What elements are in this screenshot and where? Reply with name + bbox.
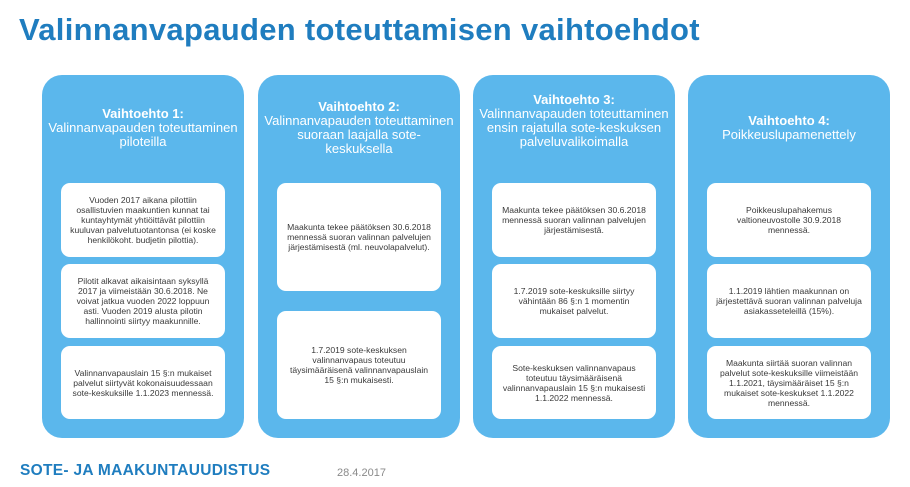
option-column-1 bbox=[42, 75, 244, 438]
option-card: Valinnanvapauslain 15 §:n mukaiset palvelut siirtyvät kokonaisuudessaan sote-keskuksille 1.1.2023 mennessä. bbox=[61, 346, 225, 419]
option-card: Pilotit alkavat aikaisintaan syksyllä 2017 ja viimeistään 30.6.2018. Ne voivat jatkua vuoden 2022 loppuun asti. Vuoden 2019 alusta pilotin hallinnointi siirtyy maakunnille. bbox=[61, 264, 225, 338]
option-card: Sote-keskuksen valinnanvapaus toteutuu täysimääräisenä valinnanvapauslain 15 §:n mukaisesti 1.1.2022 mennessä. bbox=[492, 346, 656, 419]
option-header-2 bbox=[264, 100, 454, 156]
option-subtitle: Valinnanvapauden toteuttaminen piloteilla bbox=[48, 120, 238, 149]
page-title: Valinnanvapauden toteuttamisen vaihtoehdot bbox=[19, 12, 700, 47]
option-header-3 bbox=[479, 93, 669, 149]
option-card: Maakunta siirtää suoran valinnan palvelut sote-keskuksille viimeistään 1.1.2021, täysimääräiset 15 §:n mukaiset sote-keskukset 1.1.2022 mennessä. bbox=[707, 346, 871, 419]
option-card: Vuoden 2017 aikana pilottiin osallistuvien maakuntien kunnat tai kuntayhtymät yhtiöittävät pilottiin kuuluvan palvelutuotantonsa (ei koske henkilökoht. budjetin pilottia). bbox=[61, 183, 225, 257]
option-column-4 bbox=[688, 75, 890, 438]
option-column-2 bbox=[258, 75, 460, 438]
option-header-4 bbox=[694, 114, 884, 142]
option-subtitle: Valinnanvapauden toteuttaminen ensin rajatulla sote-keskuksen palveluvalikoimalla bbox=[479, 106, 669, 149]
option-card: 1.7.2019 sote-keskuksen valinnanvapaus toteutuu täysimääräisenä valinnanvapauslain 15 §:n mukaisesti. bbox=[277, 311, 441, 419]
option-label: Vaihtoehto 4: bbox=[748, 113, 830, 128]
footer-brand: SOTE- JA MAAKUNTAUUDISTUS bbox=[20, 462, 271, 479]
option-label: Vaihtoehto 1: bbox=[102, 106, 184, 121]
option-subtitle: Poikkeuslupamenettely bbox=[722, 127, 856, 142]
option-card: 1.7.2019 sote-keskuksille siirtyy vähintään 86 §:n 1 momentin mukaiset palvelut. bbox=[492, 264, 656, 338]
option-header-1 bbox=[48, 107, 238, 149]
option-label: Vaihtoehto 2: bbox=[318, 99, 400, 114]
option-card: Maakunta tekee päätöksen 30.6.2018 mennessä suoran valinnan palvelujen järjestämisestä. bbox=[492, 183, 656, 257]
option-label: Vaihtoehto 3: bbox=[533, 92, 615, 107]
option-subtitle: Valinnanvapauden toteuttaminen suoraan laajalla sote-keskuksella bbox=[264, 113, 454, 156]
option-column-3 bbox=[473, 75, 675, 438]
option-card: Poikkeuslupahakemus valtioneuvostolle 30.9.2018 mennessä. bbox=[707, 183, 871, 257]
option-card: Maakunta tekee päätöksen 30.6.2018 mennessä suoran valinnan palvelujen järjestämisestä (ml. neuvolapalvelut). bbox=[277, 183, 441, 291]
footer-date: 28.4.2017 bbox=[337, 467, 386, 479]
option-card: 1.1.2019 lähtien maakunnan on järjestettävä suoran valinnan palveluja asiakasseteleillä (15%). bbox=[707, 264, 871, 338]
